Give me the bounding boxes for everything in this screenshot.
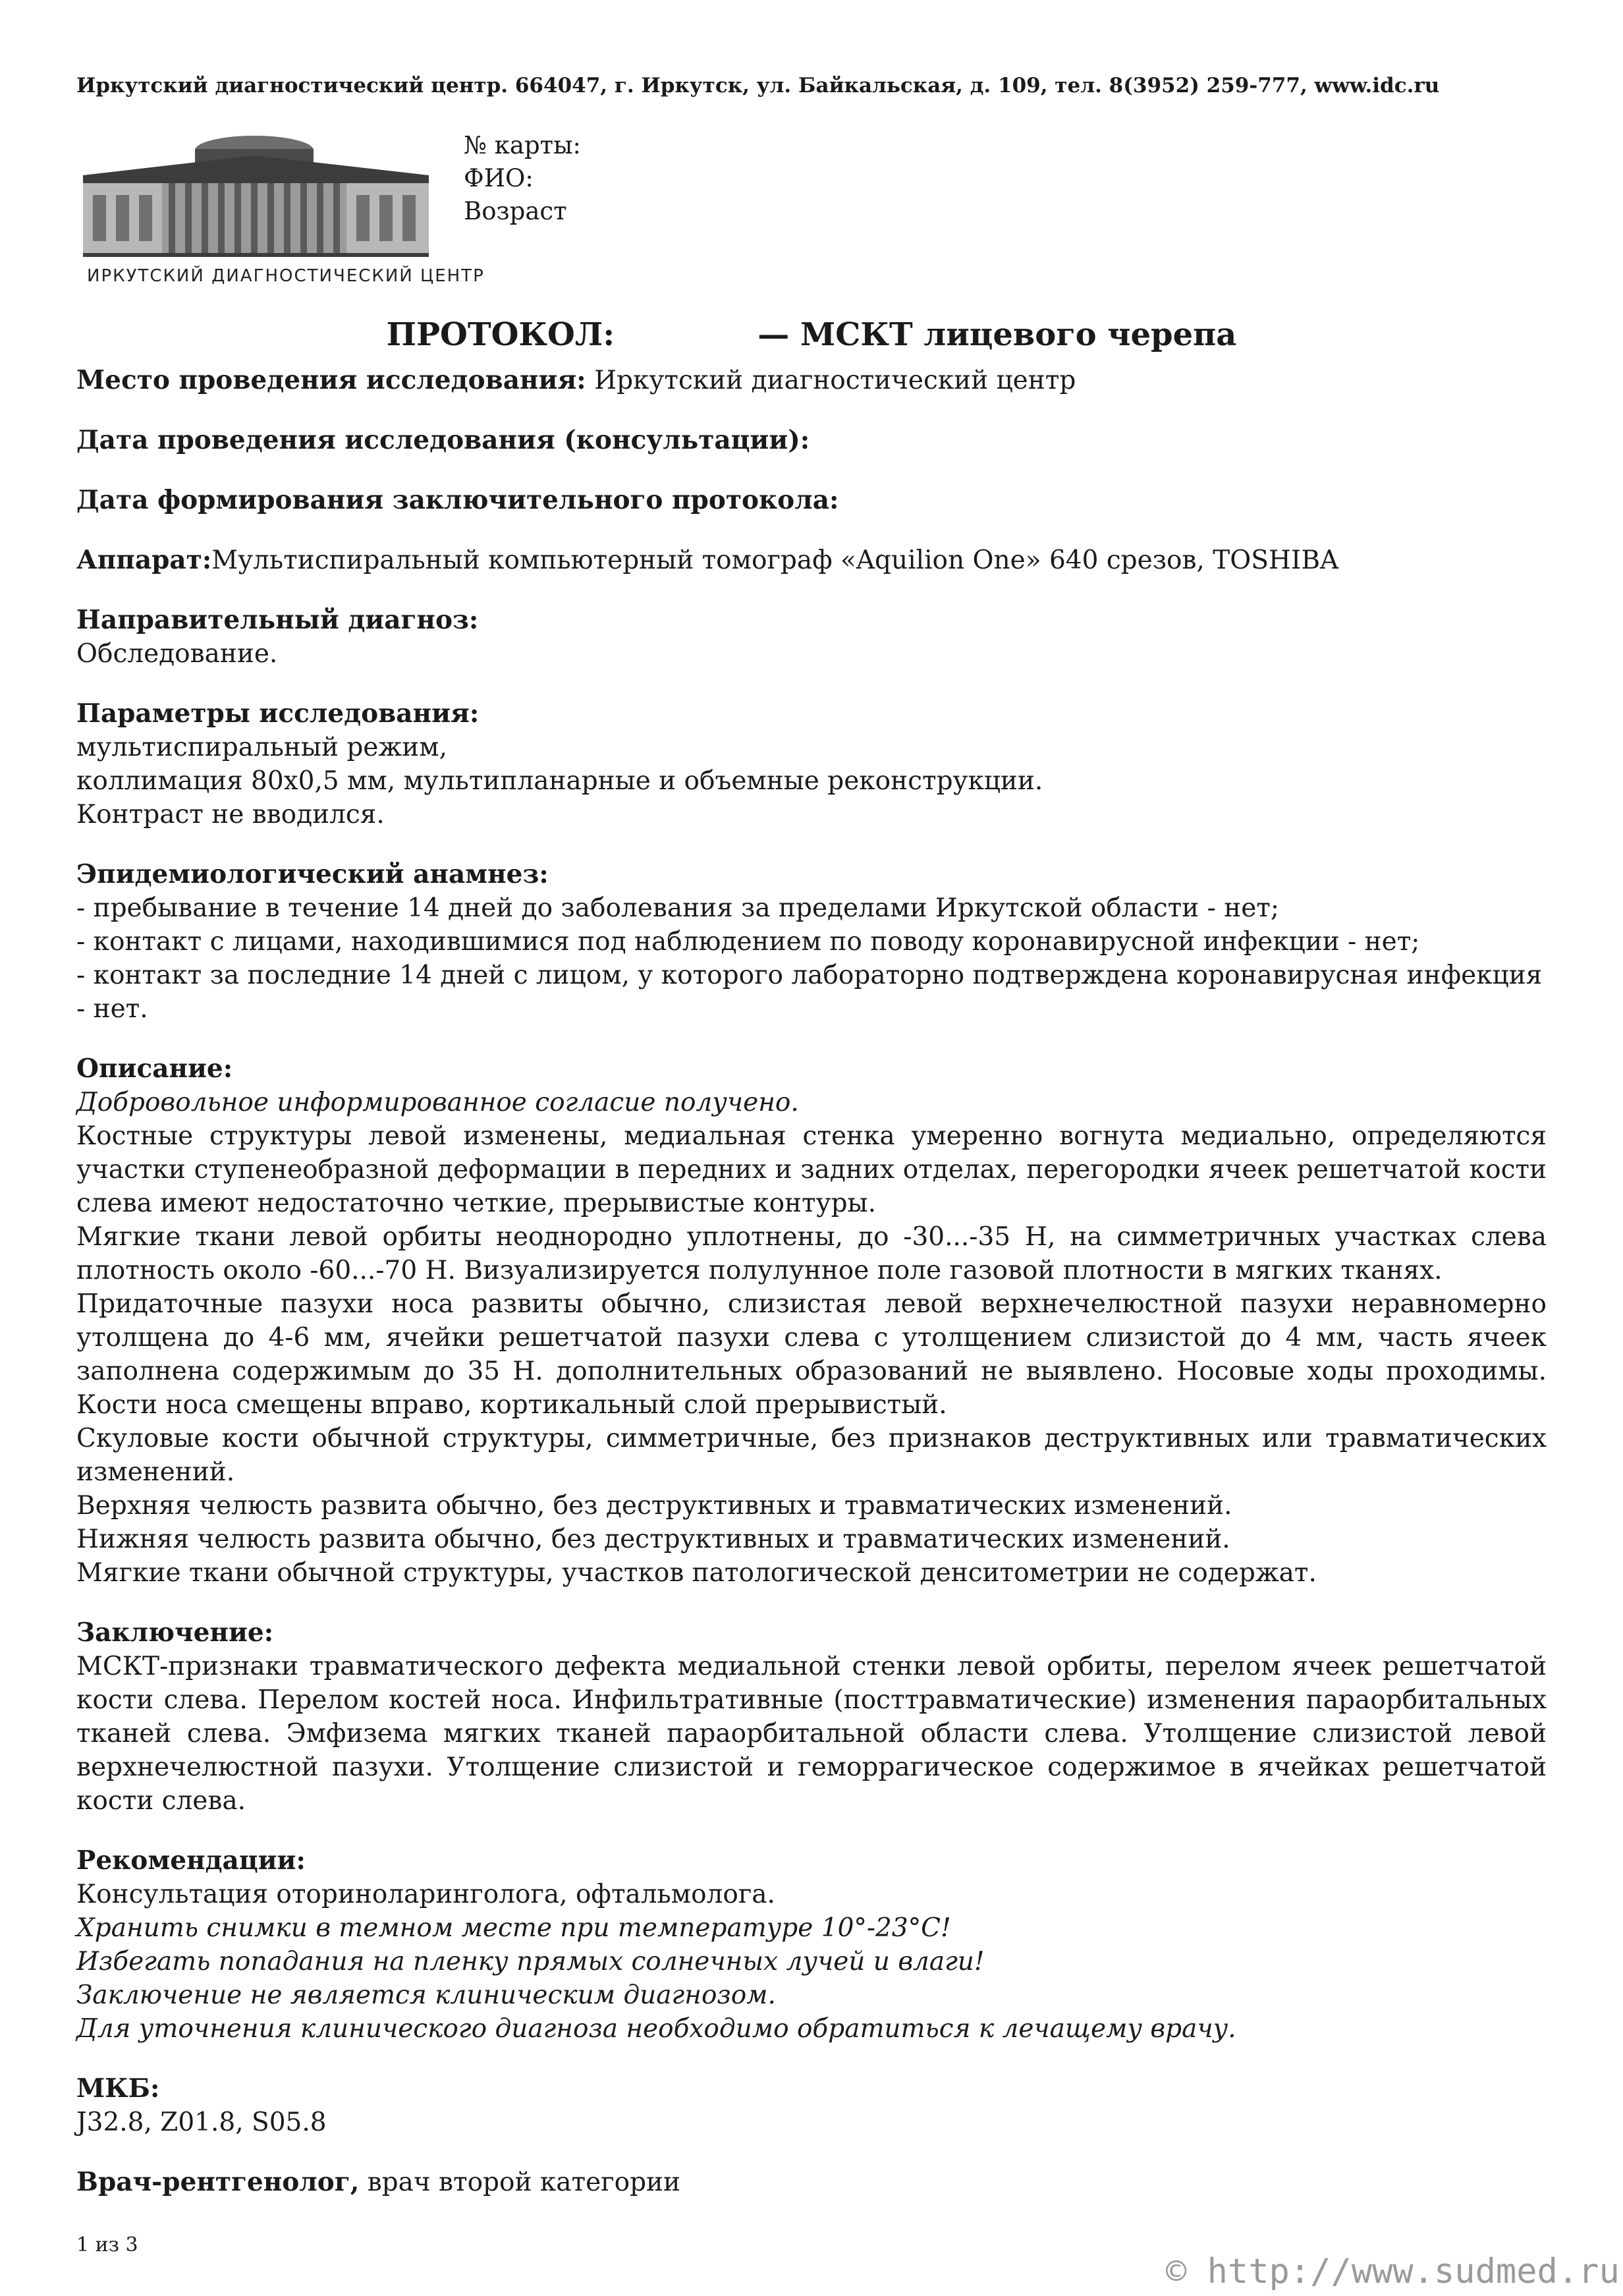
building-logo-icon [76, 129, 465, 261]
protocol-date-label: Дата формирования заключительного протокола: [76, 485, 839, 515]
doctor-category: врач второй категории [359, 2168, 681, 2197]
device-line [76, 544, 1547, 577]
study-date-label: Дата проведения исследования (консультации): [76, 425, 810, 455]
card-number-label: № карты: [464, 131, 582, 159]
description-paragraph: Верхняя челюсть развита обычно, без деструктивных и травматических изменений. [76, 1491, 1232, 1521]
device-label: Аппарат: [76, 545, 212, 575]
description-paragraph: Скуловые кости обычной структуры, симметричные, без признаков деструктивных или травматических изменений. [76, 1424, 1547, 1487]
patient-name-label: ФИО: [464, 164, 534, 192]
params-line: Контраст не вводился. [76, 800, 385, 829]
light-note: Избегать попадания на пленку прямых солнечных лучей и влаги! [76, 1947, 985, 1976]
storage-note: Хранить снимки в темном месте при температуре 10°-23°С! [76, 1913, 951, 1943]
epid-line: - контакт за последние 14 дней с лицом, у которого лабораторно подтверждена коронавирусная инфекция [76, 961, 1543, 990]
consent-note: Добровольное информированное согласие получено. [76, 1088, 799, 1117]
epid-line: - контакт с лицами, находившимися под наблюдением по поводу коронавирусной инфекции - нет; [76, 927, 1420, 957]
study-place-label: Место проведения исследования: [76, 365, 586, 395]
icd-codes: J32.8, Z01.8, S05.8 [76, 2108, 327, 2137]
device-value: Мультиспиральный компьютерный томограф «Aquilion One» 640 срезов, TOSHIBA [211, 546, 1339, 575]
description-paragraph: Мягкие ткани левой орбиты неоднородно уплотнены, до -30...-35 Н, на симметричных участках слева плотность около -60...-70 Н. Визуализируется полулунное поле газовой плотности в мягких тканях. [76, 1222, 1547, 1285]
epid-line: - нет. [76, 994, 148, 1024]
doctor-label: Врач-рентгенолог, [76, 2167, 360, 2197]
recommendations-text: Консультация оториноларинголога, офтальмолога. [76, 1880, 775, 1909]
study-place [76, 364, 1547, 397]
description-paragraph: Мягкие ткани обычной структуры, участков патологической денситометрии не содержат. [76, 1558, 1317, 1588]
params-line: коллимация 80х0,5 мм, мультипланарные и объемные реконструкции. [76, 766, 1043, 796]
description-paragraph: Костные структуры левой изменены, медиальная стенка умеренно вогнута медиально, определяются участки ступенеобразной деформации в передних и задних отделах, перегородки ячеек решетчатой кости слева имеют недостаточно четкие, прерывистые контуры. [76, 1121, 1547, 1218]
study-place-value: Иркутский диагностический центр [586, 366, 1076, 395]
referral-value: Обследование. [76, 639, 278, 669]
doctor-note: Для уточнения клинического диагноза необходимо обратиться к лечащему врачу. [76, 2014, 1236, 2044]
watermark: © http://www.sudmed.ru [1166, 2252, 1620, 2291]
patient-fields [464, 129, 594, 228]
protocol-title: ПРОТОКОЛ: — МСКТ лицевого черепа [386, 316, 1237, 353]
conclusion-label: Заключение: [76, 1617, 274, 1648]
conclusion-text: МСКТ-признаки травматического дефекта медиальной стенки левой орбиты, перелом ячеек решетчатой кости слева. Перелом костей носа. Инфильтративные (посттравматические) изменения параорбитальных тканей слева. Эмфизема мягких тканей параорбитальной области слева. Утолщение слизистой левой верхнечелюстной пазухи. Утолщение слизистой и геморрагическое содержимое в ячейках решетчатой кости слева. [76, 1652, 1547, 1816]
logo-caption: ИРКУТСКИЙ ДИАГНОСТИЧЕСКИЙ ЦЕНТР [87, 266, 485, 286]
epid-label: Эпидемиологический анамнез: [76, 859, 549, 889]
doctor-line [76, 2166, 1547, 2199]
patient-age-label: Возраст [464, 197, 567, 225]
referral-label: Направительный диагноз: [76, 605, 479, 635]
page-number: 1 из 3 [76, 2233, 138, 2256]
organization-header: Иркутский диагностический центр. 664047, г. Иркутск, ул. Байкальская, д. 109, тел. 8(3952) 259-777, www.idc.ru [76, 74, 1440, 98]
description-paragraph: Нижняя челюсть развита обычно, без деструктивных и травматических изменений. [76, 1525, 1230, 1554]
description-paragraph: Придаточные пазухи носа развиты обычно, слизистая левой верхнечелюстной пазухи неравномерно утолщена до 4-6 мм, ячейки решетчатой пазухи слева с утолщением слизистой до 4 мм, часть ячеек заполнена содержимым до 35 Н. дополнительных образований не выявлено. Носовые ходы проходимы. Кости носа смещены вправо, кортикальный слой прерывистый. [76, 1289, 1547, 1420]
icd-label: МКБ: [76, 2073, 160, 2104]
params-line: мультиспиральный режим, [76, 733, 447, 762]
description-label: Описание: [76, 1053, 233, 1084]
recommendations-label: Рекомендации: [76, 1845, 306, 1876]
protocol-content [76, 364, 1547, 2199]
diagnosis-note: Заключение не является клиническим диагнозом. [76, 1980, 776, 2010]
epid-line: - пребывание в течение 14 дней до заболевания за пределами Иркутской области - нет; [76, 893, 1279, 923]
params-label: Параметры исследования: [76, 698, 480, 729]
